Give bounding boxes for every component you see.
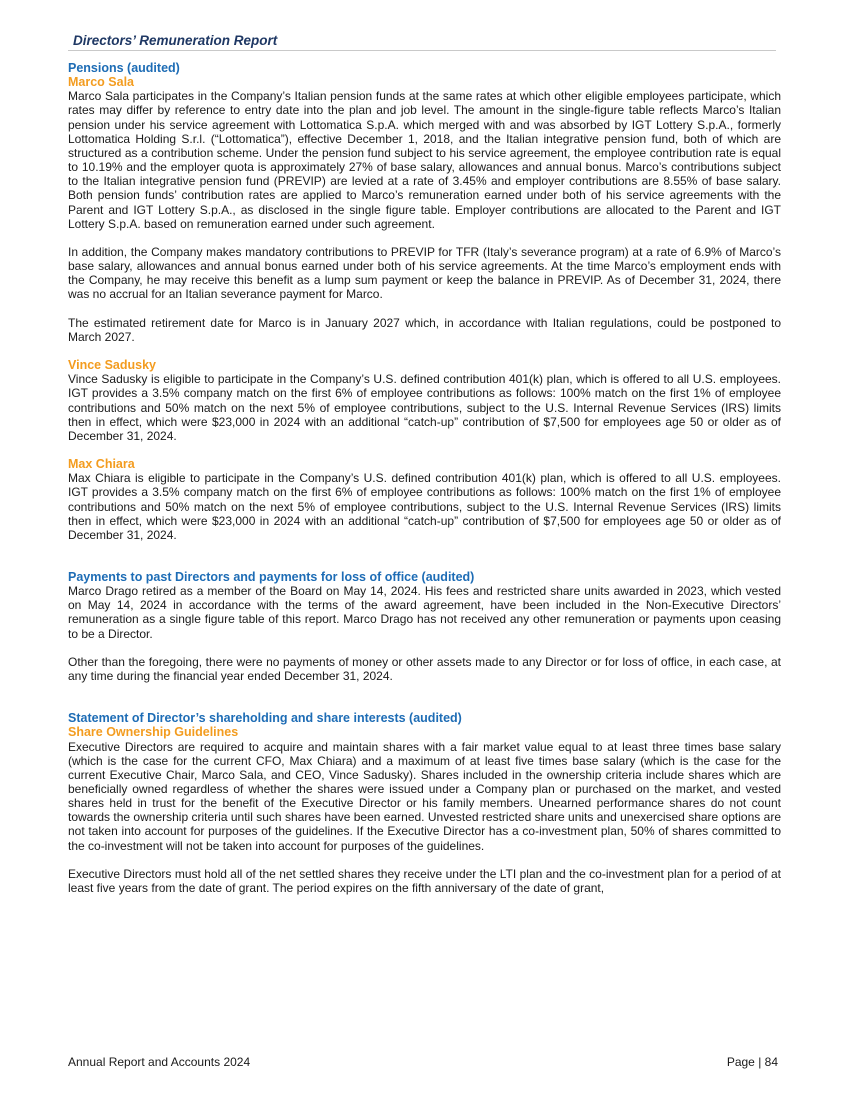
share-ownership-subheading: Share Ownership Guidelines — [68, 725, 239, 740]
past-directors-heading: Payments to past Directors and payments for loss of office (audited) — [68, 569, 475, 584]
vince-pension-paragraph: Vince Sadusky is eligible to participate in the Company’s U.S. defined contribution 401(k) plan, which is offered to all U.S. employees. IGT provides a 3.5% company match on the first 6% of employee contributions as follows: 100% match on the first 1% of employee contributions and 50% match on the next 5% of employee contributions, subject to the U.S. Internal Revenue Services (IRS) limits then in effect, which were $23,000 in 2024 with an additional “catch-up” contribution of $7,500 for employees age 50 or older as of December 31, 2024. — [68, 372, 781, 443]
report-body — [68, 61, 781, 895]
marco-tfr-paragraph: In addition, the Company makes mandatory contributions to PREVIP for TFR (Italy’s severance program) at a rate of 6.9% of Marco’s base salary, allowances and annual bonus earned under both of his service agreements. At the time Marco’s employment ends with the Company, he may receive this benefit as a lump sum payment or keep the balance in PREVIP. As of December 31, 2024, there was no accrual for an Italian severance payment for Marco. — [68, 245, 781, 302]
max-pension-paragraph: Max Chiara is eligible to participate in the Company’s U.S. defined contribution 401(k) plan, which is offered to all U.S. employees. IGT provides a 3.5% company match on the first 6% of employee contributions as follows: 100% match on the first 1% of employee contributions and 50% match on the next 5% of employee contributions, subject to the U.S. Internal Revenue Services (IRS) limits then in effect, which were $23,000 in 2024 with an additional “catch-up” contribution of $7,500 for employees age 50 or older as of December 31, 2024. — [68, 471, 781, 542]
footer-report-name: Annual Report and Accounts 2024 — [68, 1055, 251, 1069]
no-other-payments-paragraph: Other than the foregoing, there were no payments of money or other assets made to any Director or for loss of office, in each case, at any time during the financial year ended December 31, 2024. — [68, 654, 781, 684]
page-number: Page | 84 — [726, 1055, 778, 1069]
header-divider — [68, 50, 776, 51]
shareholding-heading: Statement of Director’s shareholding and share interests (audited) — [68, 711, 462, 726]
marco-sala-subheading: Marco Sala — [68, 75, 135, 90]
shareholding-section — [68, 711, 781, 895]
marco-retirement-paragraph: The estimated retirement date for Marco is in January 2027 which, in accordance with Italian regulations, could be postponed to March 2027. — [68, 315, 781, 344]
marco-drago-paragraph: Marco Drago retired as a member of the Board on May 14, 2024. His fees and restricted share units awarded in 2023, which vested on May 14, 2024 in accordance with the terms of the award agreement, have been included in the Non-Executive Directors’ remuneration as a single figure table of this report. Marco Drago has not received any other remuneration or payments upon ceasing to be a Director. — [68, 584, 781, 641]
marco-pension-paragraph: Marco Sala participates in the Company’s Italian pension funds at the same rates at which other eligible employees participate, which rates may differ by reference to entry date into the plan and job level. The amount in the single-figure table reflects Marco’s Italian pension under his service agreement with Lottomatica S.p.A. which merged with and was absorbed by IGT Lottery S.p.A., formerly Lottomatica Holding S.r.l. (“Lottomatica”), effective December 1, 2018, and the Italian integrative pension fund, both of which are structured as a contribution scheme. Under the pension fund subject to his service agreement, the employee contribution rate is equal to 10.19% and the employer quota is approximately 27% of base salary, allowances and annual bonus. Marco’s contributions subject to the Italian integrative pension fund (PREVIP) are levied at a rate of 3.45% and employer contributions are 8.55% of base salary. Both pension funds’ contribution rates are applied to Marco’s remuneration earned under both of his service agreements with the Parent and IGT Lottery S.p.A., as disclosed in the single figure table. Employer contributions are allocated to the Parent and IGT Lottery S.p.A. based on remuneration earned under such agreement. — [68, 89, 781, 231]
pensions-heading: Pensions (audited) — [68, 61, 180, 75]
report-title: Directors’ Remuneration Report — [73, 33, 278, 48]
max-chiara-subheading: Max Chiara — [68, 457, 135, 472]
ownership-guidelines-paragraph: Executive Directors are required to acquire and maintain shares with a fair market value equal to at least three times base salary (which is the case for the current CFO, Max Chiara) and a maximum of at least five times base salary (which is the case for the current Executive Chair, Marco Sala, and CEO, Vince Sadusky). Shares included in the ownership criteria include shares which are beneficially owned regardless of whether the shares were issued under a Company plan or purchased on the market, and vested shares held in trust for the benefit of the Executive Director or his family members. Unearned performance shares do not count towards the ownership criteria until such shares have been earned. Unvested restricted share units and unexercised share options are not taken into account for purposes of the guidelines. If the Executive Director has a co-investment plan, 50% of shares committed to the co-investment will not be taken into account for purposes of the guidelines. — [68, 739, 781, 853]
page-footer — [68, 1055, 781, 1069]
holding-period-paragraph: Executive Directors must hold all of the net settled shares they receive under the LTI plan and the co-investment plan for a period of at least five years from the date of grant. The period expires on the fifth anniversary of the date of grant, — [68, 866, 781, 896]
pensions-section — [68, 61, 781, 542]
past-directors-section — [68, 570, 781, 683]
vince-sadusky-subheading: Vince Sadusky — [68, 358, 157, 373]
